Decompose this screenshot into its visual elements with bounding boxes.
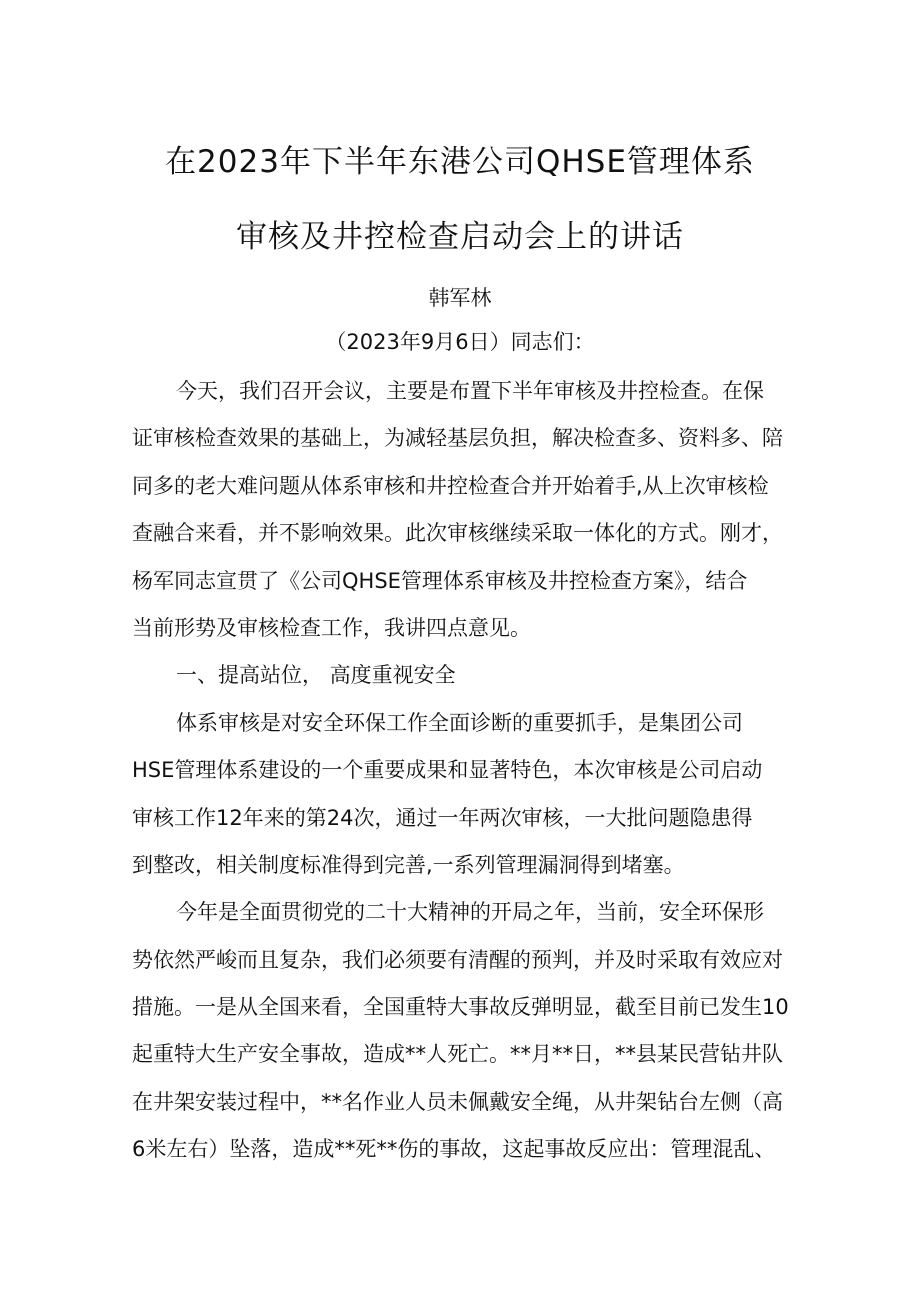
paragraph-line: 审核工作12年来的第24次，通过一年两次审核，一大批问题隐患得 — [132, 805, 753, 830]
paragraph-line: 到整改，相关制度标准得到完善,一系列管理漏洞得到堵塞。 — [132, 852, 685, 877]
paragraph-line: 6米左右）坠落，造成**死**伤的事故，这起事故反应出：管理混乱、 — [132, 1137, 776, 1162]
author-name: 韩军林 — [428, 286, 492, 310]
paragraph-line: 今年是全面贯彻党的二十大精神的开局之年，当前，安全环保形 — [176, 900, 764, 925]
section-heading: 一、提高站位， 高度重视安全 — [176, 663, 456, 688]
paragraph-line: 势依然严峻而且复杂，我们必须要有清醒的预判，并及时采取有效应对 — [132, 947, 783, 972]
date-and-salutation: （2023年9月6日）同志们： — [325, 330, 595, 354]
paragraph-line: 体系审核是对安全环保工作全面诊断的重要抓手，是集团公司 — [176, 710, 743, 735]
paragraph-line: HSE管理体系建设的一个重要成果和显著特色，本次审核是公司启动 — [132, 758, 763, 783]
paragraph-line: 当前形势及审核检查工作，我讲四点意见。 — [132, 615, 531, 640]
paragraph-line: 同多的老大难问题从体系审核和井控检查合并开始着手,从上次审核检 — [132, 473, 769, 498]
paragraph-line: 杨军同志宣贯了《公司QHSE管理体系审核及井控检查方案》，结合 — [132, 568, 748, 593]
paragraph-line: 措施。一是从全国来看，全国重特大事故反弹明显，截至目前已发生10 — [132, 995, 789, 1020]
paragraph-line: 起重特大生产安全事故，造成**人死亡。**月**日，**县某民营钻井队 — [132, 1042, 783, 1067]
document-title-line-2: 审核及井控检查启动会上的讲话 — [236, 219, 684, 255]
paragraph-line: 查融合来看，并不影响效果。此次审核继续采取一体化的方式。刚才， — [132, 521, 783, 546]
paragraph-line: 今天，我们召开会议，主要是布置下半年审核及井控检查。在保 — [176, 379, 764, 403]
document-title-line-1: 在2023年下半年东港公司QHSE管理体系 — [165, 144, 755, 180]
paragraph-line: 在井架安装过程中，**名作业人员未佩戴安全绳，从井架钻台左侧（高 — [132, 1089, 783, 1114]
document-body — [132, 368, 804, 1174]
paragraph-line: 证审核检查效果的基础上，为减轻基层负担，解决检查多、资料多、陪 — [132, 426, 783, 451]
